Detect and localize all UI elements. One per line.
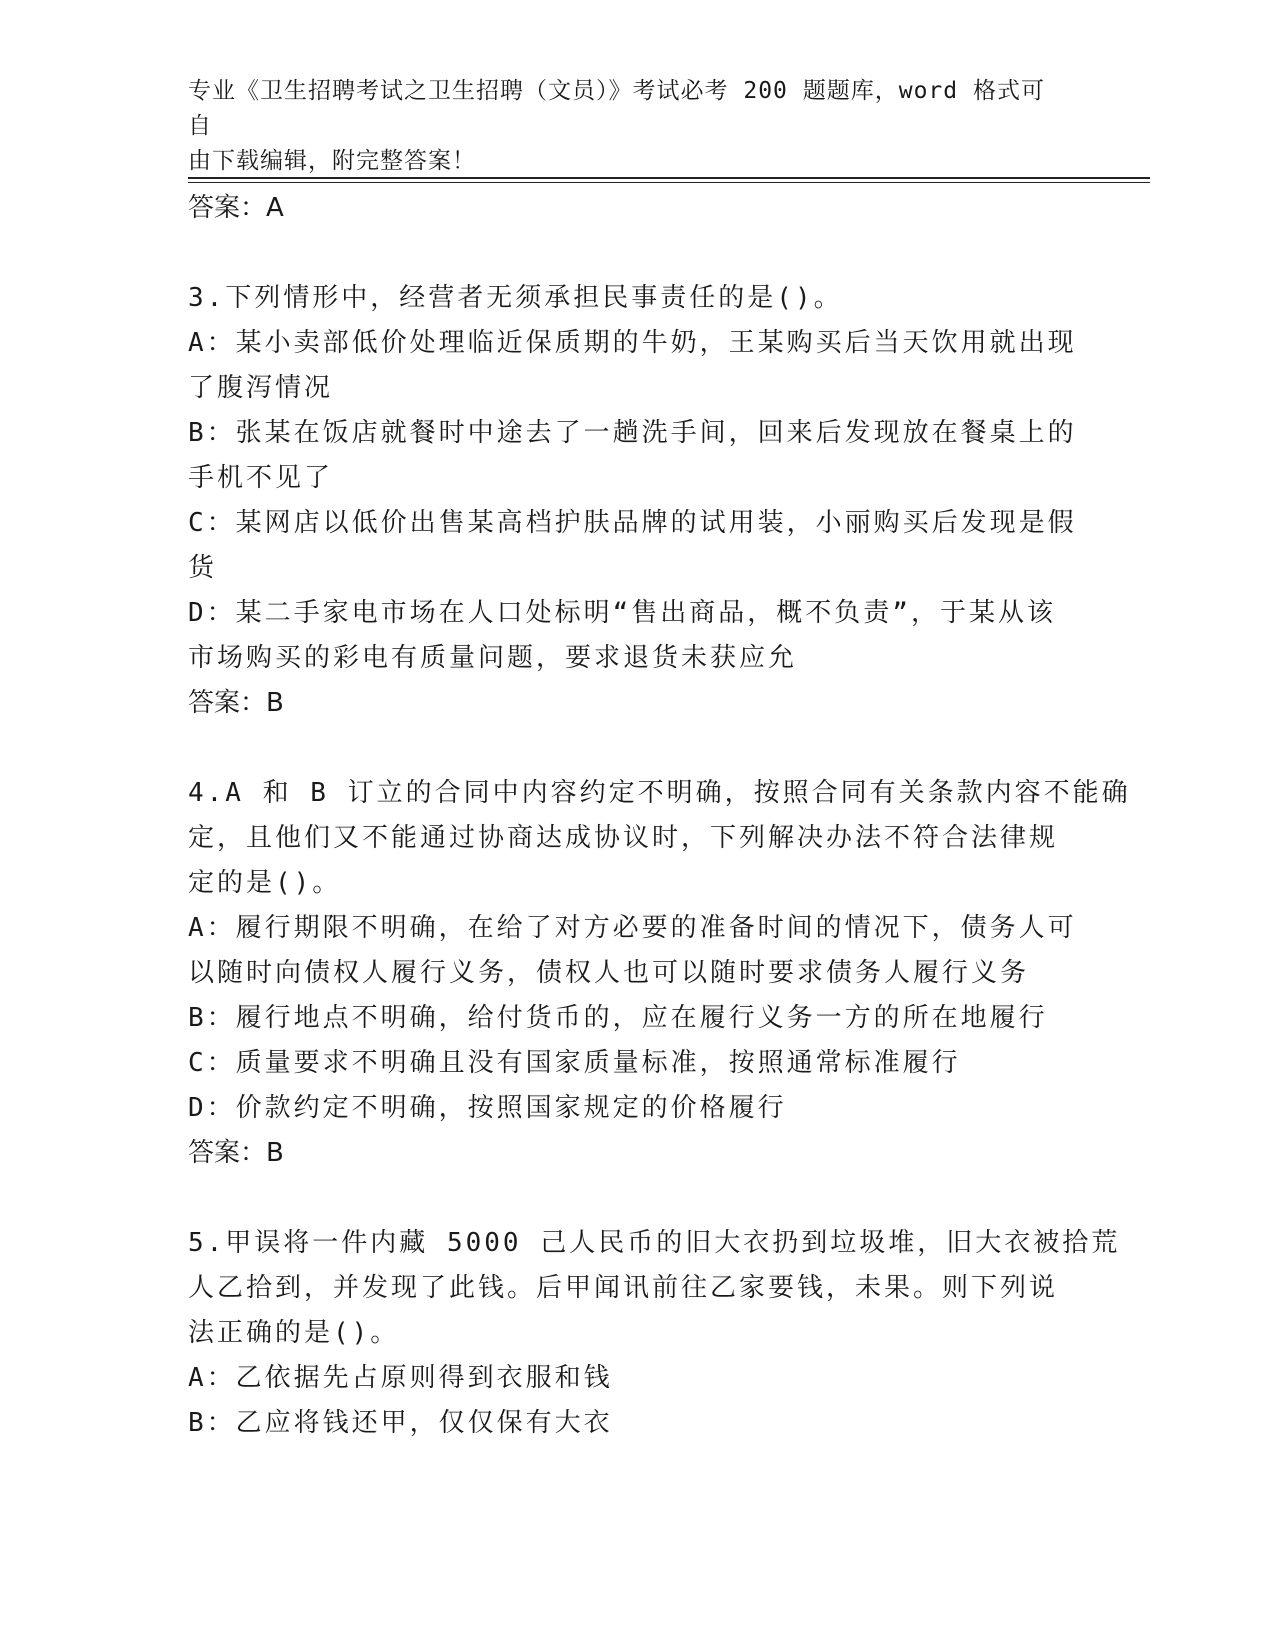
answer-line: 答案：B: [188, 1138, 284, 1168]
spacer: [188, 231, 1088, 276]
option-line: D：价款约定不明确，按照国家规定的价格履行: [188, 1093, 787, 1123]
question-block: [188, 1221, 1121, 1446]
question-block: [188, 771, 1131, 1176]
option-line: 了腹泻情况: [188, 373, 334, 403]
option-line: C：某网店以低价出售某高档护肤品牌的试用装，小丽购买后发现是假: [188, 508, 1077, 538]
question-stem: 4.A 和 B 订立的合同中内容约定不明确，按照合同有关条款内容不能确: [188, 778, 1131, 808]
question-list: [188, 186, 1131, 1446]
header-divider-thin: [188, 182, 1150, 183]
option-line: A：某小卖部低价处理临近保质期的牛奶，王某购买后当天饮用就出现: [188, 328, 1077, 358]
spacer: [188, 726, 1088, 771]
option-line: B：乙应将钱还甲，仅仅保有大衣: [188, 1408, 613, 1438]
header-divider-thick: [188, 177, 1150, 179]
question-stem: 3.下列情形中，经营者无须承担民事责任的是()。: [188, 283, 843, 313]
question-block: [188, 276, 1088, 726]
question-stem: 法正确的是()。: [188, 1318, 400, 1348]
question-stem: 定的是()。: [188, 868, 342, 898]
header-line: 专业《卫生招聘考试之卫生招聘（文员）》考试必考 200 题题库，word 格式可自: [188, 78, 1045, 139]
option-line: 以随时向债权人履行义务，债权人也可以随时要求债务人履行义务: [188, 958, 1030, 988]
document-header: [188, 74, 1068, 179]
option-line: 市场购买的彩电有质量问题，要求退货未获应允: [188, 643, 798, 673]
question-stem: 5.甲误将一件内藏 5000 己人民币的旧大衣扔到垃圾堆，旧大衣被拾荒: [188, 1228, 1121, 1258]
answer-line: 答案：A: [188, 193, 284, 223]
spacer: [188, 1176, 1088, 1221]
option-line: 手机不见了: [188, 463, 334, 493]
option-line: 货: [188, 553, 218, 583]
question-block: [188, 186, 1088, 231]
option-line: C：质量要求不明确且没有国家质量标准，按照通常标准履行: [188, 1048, 961, 1078]
answer-line: 答案：B: [188, 688, 284, 718]
option-line: B：张某在饭店就餐时中途去了一趟洗手间，回来后发现放在餐桌上的: [188, 418, 1077, 448]
option-line: B：履行地点不明确，给付货币的，应在履行义务一方的所在地履行: [188, 1003, 1048, 1033]
question-stem: 定，且他们又不能通过协商达成协议时，下列解决办法不符合法律规: [188, 823, 1059, 853]
header-line: 由下载编辑，附完整答案！: [188, 148, 476, 174]
question-stem: 人乙拾到，并发现了此钱。后甲闻讯前往乙家要钱，未果。则下列说: [188, 1273, 1059, 1303]
option-line: A：履行期限不明确，在给了对方必要的准备时间的情况下，债务人可: [188, 913, 1077, 943]
option-line: D：某二手家电市场在人口处标明“售出商品，概不负责”，于某从该: [188, 598, 1056, 628]
option-line: A：乙依据先占原则得到衣服和钱: [188, 1363, 613, 1393]
